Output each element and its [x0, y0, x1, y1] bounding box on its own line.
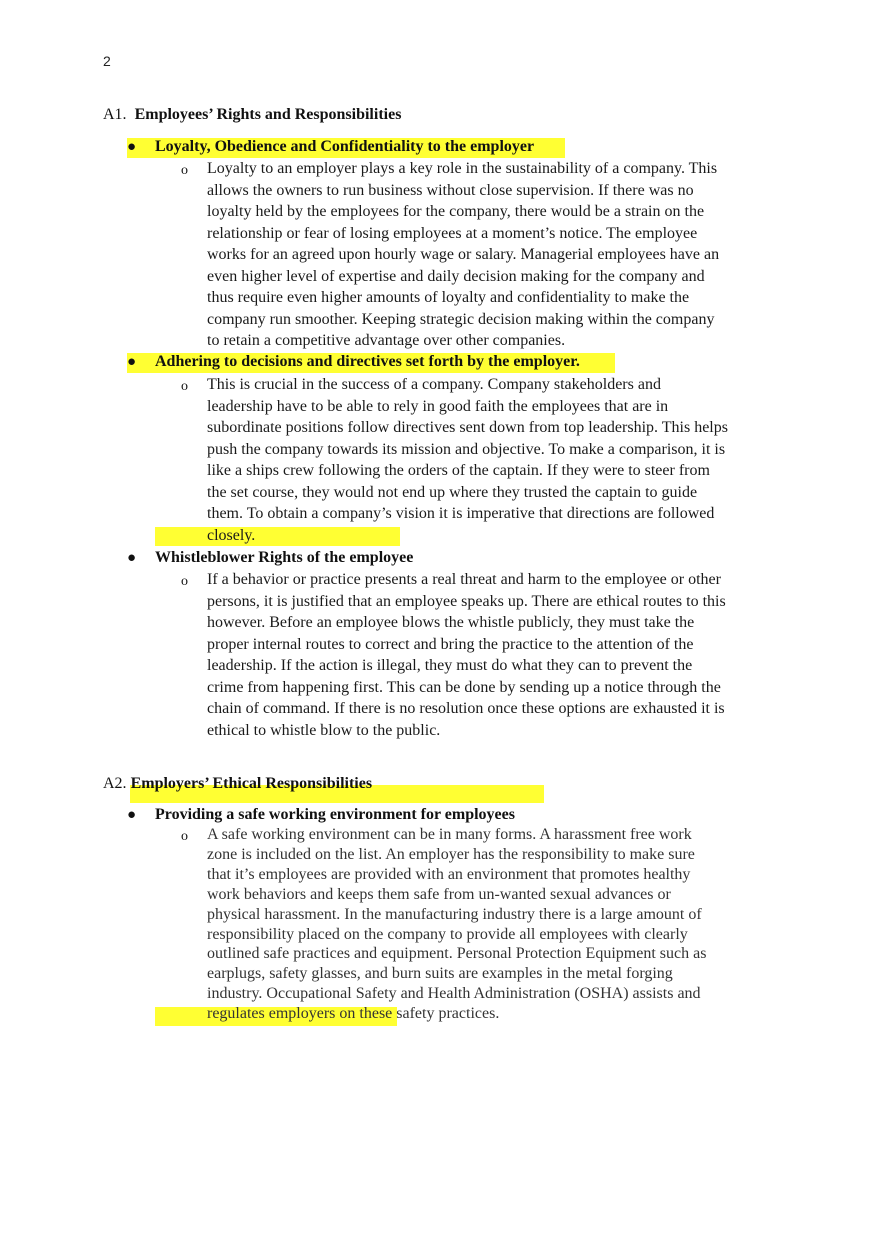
- bullet-title: Providing a safe working environment for employees: [155, 806, 515, 823]
- section-label: A1.: [103, 106, 127, 123]
- section-heading-a2: [103, 774, 372, 794]
- bullet-icon: ●: [127, 550, 137, 566]
- bullet-icon: ●: [127, 139, 137, 155]
- section-label: A2.: [103, 775, 127, 792]
- bullet-icon: ●: [127, 807, 137, 823]
- sub-bullet-icon: o: [181, 829, 188, 844]
- bullet-title: Adhering to decisions and directives set forth by the employer.: [155, 353, 580, 370]
- paragraph: Loyalty to an employer plays a key role in the sustainability of a company. This allows the owners to run business without close supervision. If there was no loyalty held by the employees for the company, there would be a strain on the relationship or fear of losing employees at a moment’s notice. The employee works for an agreed upon hourly wage or salary. Managerial employees have an even higher level of expertise and daily decision making for the company and thus require even higher amounts of loyalty and confidentiality to make the company run smoother. Keeping strategic decision making within the company to retain a competitive advantage over other companies.: [207, 160, 720, 349]
- bullet-title: Whistleblower Rights of the employee: [155, 549, 414, 566]
- section-title: Employees’ Rights and Responsibilities: [134, 106, 402, 123]
- sub-bullet-icon: o: [181, 163, 188, 178]
- sub-bullet-icon: o: [181, 574, 188, 589]
- page-number: 2: [103, 53, 111, 69]
- paragraph: A safe working environment can be in many forms. A harassment free work zone is included on the list. An employer has the responsibility to make sure that it’s employees are provided with an environment that promotes healthy work behaviors and keeps them safe from un-wanted sexual advances or physical harassment. In the manufacturing industry there is a large amount of responsibility placed on the company to provide all employees with clearly outlined safe practices and equipment. Personal Protection Equipment such as earplugs, safety glasses, and burn suits are examples in the metal forging industry. Occupational Safety and Health Administration (OSHA) assists and regulates employers on these safety practices.: [207, 826, 707, 1023]
- bullet-icon: ●: [127, 354, 137, 370]
- bullet-title: Loyalty, Obedience and Confidentiality to the employer: [155, 138, 535, 155]
- section-title: Employers’ Ethical Responsibilities: [130, 775, 373, 792]
- sub-bullet-icon: o: [181, 379, 188, 394]
- paragraph: If a behavior or practice presents a real threat and harm to the employee or other persons, it is justified that an employee speaks up. There are ethical routes to this however. Before an employee blows the whistle publicly, they must take the proper internal routes to correct and bring the practice to the attention of the leadership. If the action is illegal, they must do what they can to prevent the crime from happening first. This can be done by sending up a notice through the chain of command. If there is no resolution once these options are exhausted it is ethical to whistle blow to the public.: [207, 571, 726, 739]
- paragraph: This is crucial in the success of a company. Company stakeholders and leadership have to be able to rely in good faith the employees that are in subordinate positions follow directives sent down from top leadership. This helps push the company towards its mission and objective. To make a comparison, it is like a ships crew following the orders of the captain. If they were to steer from the set course, they would not end up where they trusted the captain to guide them. To obtain a company’s vision it is imperative that directions are followed closely.: [207, 376, 728, 544]
- section-heading-a1: [103, 105, 401, 125]
